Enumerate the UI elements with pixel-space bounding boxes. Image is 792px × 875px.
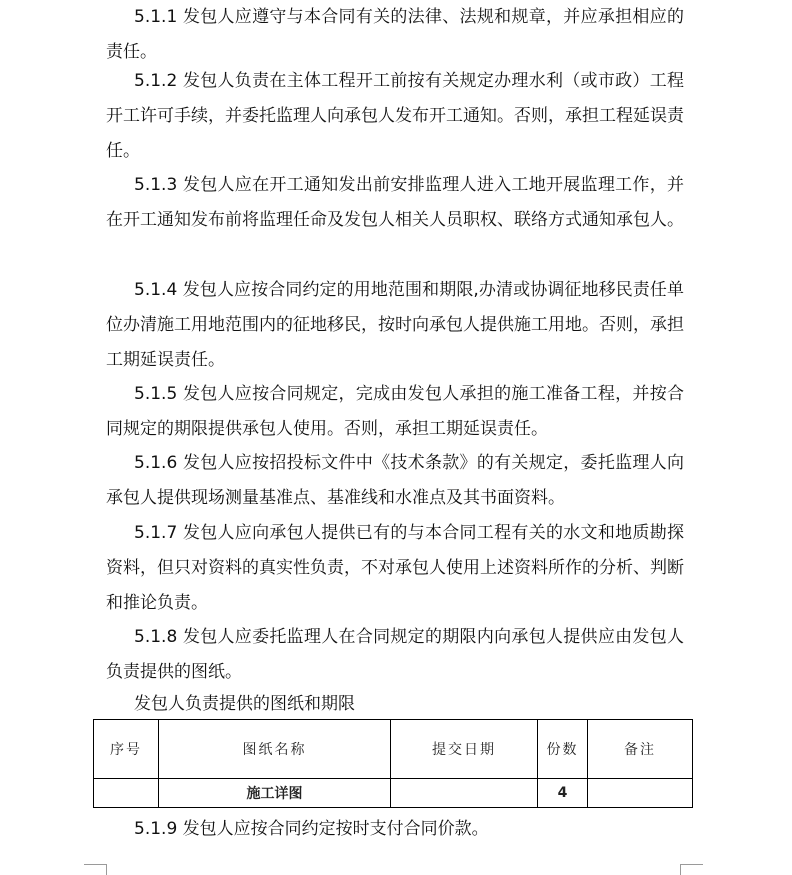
header-index: 序号 [94, 720, 159, 779]
clause-text: 5.1.9 发包人应按合同约定按时支付合同价款。 [134, 819, 489, 839]
clause-text: 5.1.6 发包人应按招投标文件中《技术条款》的有关规定，委托监理人向承包人提供现场测量基准点、基准线和水准点及其书面资料。 [106, 453, 684, 508]
clause-5-1-7 [106, 516, 684, 621]
header-submit-date: 提交日期 [391, 720, 538, 779]
cell-remarks [588, 779, 693, 808]
header-copies: 份数 [538, 720, 588, 779]
cell-drawing-name: 施工详图 [159, 779, 391, 808]
clause-text: 5.1.1 发包人应遵守与本合同有关的法律、法规和规章，并应承担相应的责任。 [106, 7, 684, 62]
cell-copies: 4 [538, 779, 588, 808]
cell-submit-date [391, 779, 538, 808]
clause-text: 5.1.7 发包人应向承包人提供已有的与本合同工程有关的水文和地质勘探资料，但只对资料的真实性负责，不对承包人使用上述资料所作的分析、判断和推论负责。 [106, 523, 684, 613]
table-header-row [94, 720, 693, 779]
table-caption: 发包人负责提供的图纸和期限 [134, 694, 355, 714]
drawings-table [93, 719, 693, 808]
page-corner-mark-left [84, 864, 107, 875]
header-drawing-name: 图纸名称 [159, 720, 391, 779]
header-remarks: 备注 [588, 720, 693, 779]
clause-text: 5.1.8 发包人应委托监理人在合同规定的期限内向承包人提供应由发包人负责提供的图纸。 [106, 627, 684, 682]
clause-5-1-3 [106, 168, 684, 238]
clause-text: 5.1.5 发包人应按合同规定，完成由发包人承担的施工准备工程，并按合同规定的期限提供承包人使用。否则，承担工期延误责任。 [106, 384, 684, 439]
clause-text: 5.1.2 发包人负责在主体工程开工前按有关规定办理水利（或市政）工程开工许可手续，并委托监理人向承包人发布开工通知。否则，承担工程延误责任。 [106, 71, 684, 161]
clause-5-1-6 [106, 446, 684, 516]
clause-5-1-2 [106, 64, 684, 169]
cell-index [94, 779, 159, 808]
clause-5-1-8 [106, 620, 684, 690]
clause-5-1-9 [106, 812, 684, 847]
clause-5-1-1 [106, 0, 684, 70]
page-corner-mark-right [680, 864, 703, 875]
clause-text: 5.1.4 发包人应按合同约定的用地范围和期限,办清或协调征地移民责任单位办清施工用地范围内的征地移民，按时向承包人提供施工用地。否则，承担工期延误责任。 [106, 280, 684, 370]
clause-5-1-5 [106, 377, 684, 447]
table-row [94, 779, 693, 808]
clause-text: 5.1.3 发包人应在开工通知发出前安排监理人进入工地开展监理工作，并在开工通知发布前将监理任命及发包人相关人员职权、联络方式通知承包人。 [106, 175, 684, 230]
clause-5-1-4 [106, 273, 684, 378]
